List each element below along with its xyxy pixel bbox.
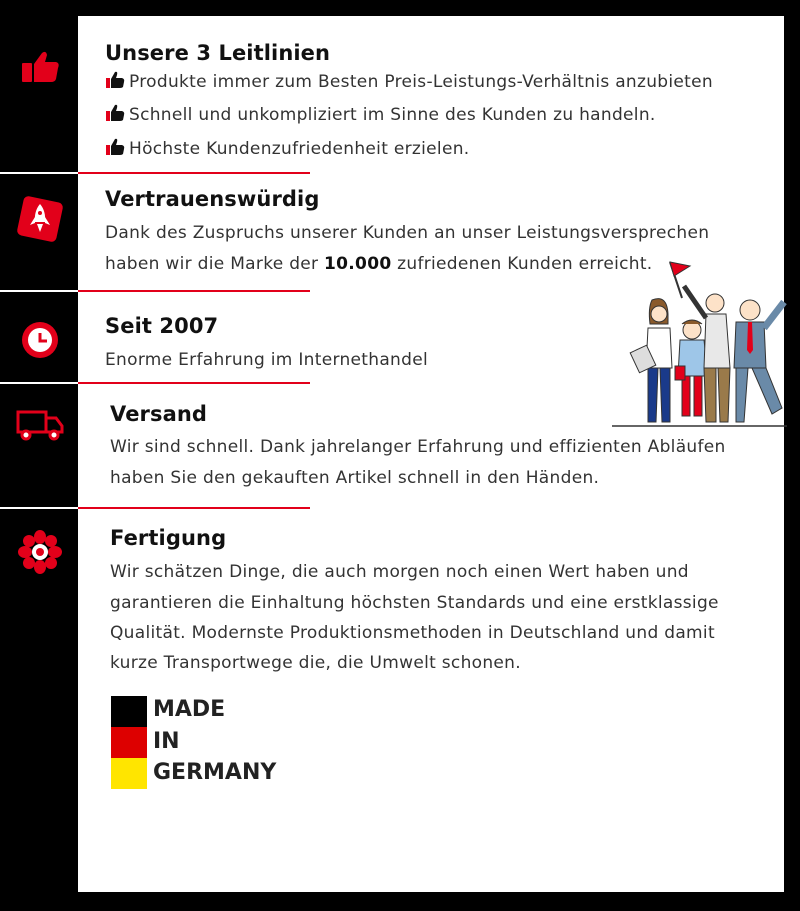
divider <box>0 290 78 292</box>
list-item-text: Schnell und unkompliziert im Sinne des Kunden zu handeln. <box>129 105 656 125</box>
clock-icon <box>16 316 64 364</box>
text-prefix: haben wir die Marke der <box>105 254 325 274</box>
rocket-icon <box>16 195 64 243</box>
paragraph-line: Wir schätzen Dinge, die auch morgen noch einen Wert haben und <box>110 562 689 582</box>
paragraph-line: Qualität. Modernste Produktionsmethoden in Deutschland und damit <box>110 623 715 643</box>
list-item <box>105 71 713 92</box>
list-item <box>105 104 656 125</box>
paragraph-line: Wir sind schnell. Dank jahrelanger Erfahrung und effizienten Abläufen <box>110 437 726 457</box>
thumbs-up-icon <box>105 71 125 89</box>
thumbs-up-icon <box>16 44 64 92</box>
paragraph-line: Enorme Erfahrung im Internethandel <box>105 350 428 370</box>
badge-line-in: IN <box>153 729 180 754</box>
thumbs-up-icon <box>105 138 125 156</box>
section-heading-seit: Seit 2007 <box>105 314 219 338</box>
divider <box>78 290 310 292</box>
badge-line-germany: GERMANY <box>153 760 277 785</box>
thumbs-up-icon <box>105 104 125 122</box>
customer-count: 10.000 <box>324 254 392 274</box>
flag-stripe-red <box>111 727 147 758</box>
paragraph-line: haben Sie den gekauften Artikel schnell in den Händen. <box>110 468 600 488</box>
paragraph-line <box>105 254 653 274</box>
badge-line-made: MADE <box>153 697 226 722</box>
divider <box>0 507 78 509</box>
divider <box>0 382 78 384</box>
list-item <box>105 138 469 159</box>
flag-stripe-gold <box>111 758 147 789</box>
divider <box>78 172 310 174</box>
flag-stripe-black <box>111 696 147 727</box>
divider <box>78 382 310 384</box>
paragraph-line: garantieren die Einhaltung höchsten Standards und eine erstklassige <box>110 593 719 613</box>
text-suffix: zufriedenen Kunden erreicht. <box>391 254 653 274</box>
section-heading-fertigung: Fertigung <box>110 526 227 550</box>
paragraph-line: Dank des Zuspruchs unserer Kunden an unser Leistungsversprechen <box>105 223 710 243</box>
list-item-text: Produkte immer zum Besten Preis-Leistungs-Verhältnis anzubieten <box>129 72 713 92</box>
truck-icon <box>16 400 64 448</box>
flower-icon <box>16 528 64 576</box>
divider <box>0 172 78 174</box>
list-item-text: Höchste Kundenzufriedenheit erzielen. <box>129 139 470 159</box>
section-heading-vertrauen: Vertrauenswürdig <box>105 187 320 211</box>
section-heading-versand: Versand <box>110 402 208 426</box>
section-heading-leitlinien: Unsere 3 Leitlinien <box>105 41 331 65</box>
paragraph-line: kurze Transportwege die, die Umwelt schonen. <box>110 653 521 673</box>
cheering-people-illustration <box>612 258 787 430</box>
divider <box>78 507 310 509</box>
